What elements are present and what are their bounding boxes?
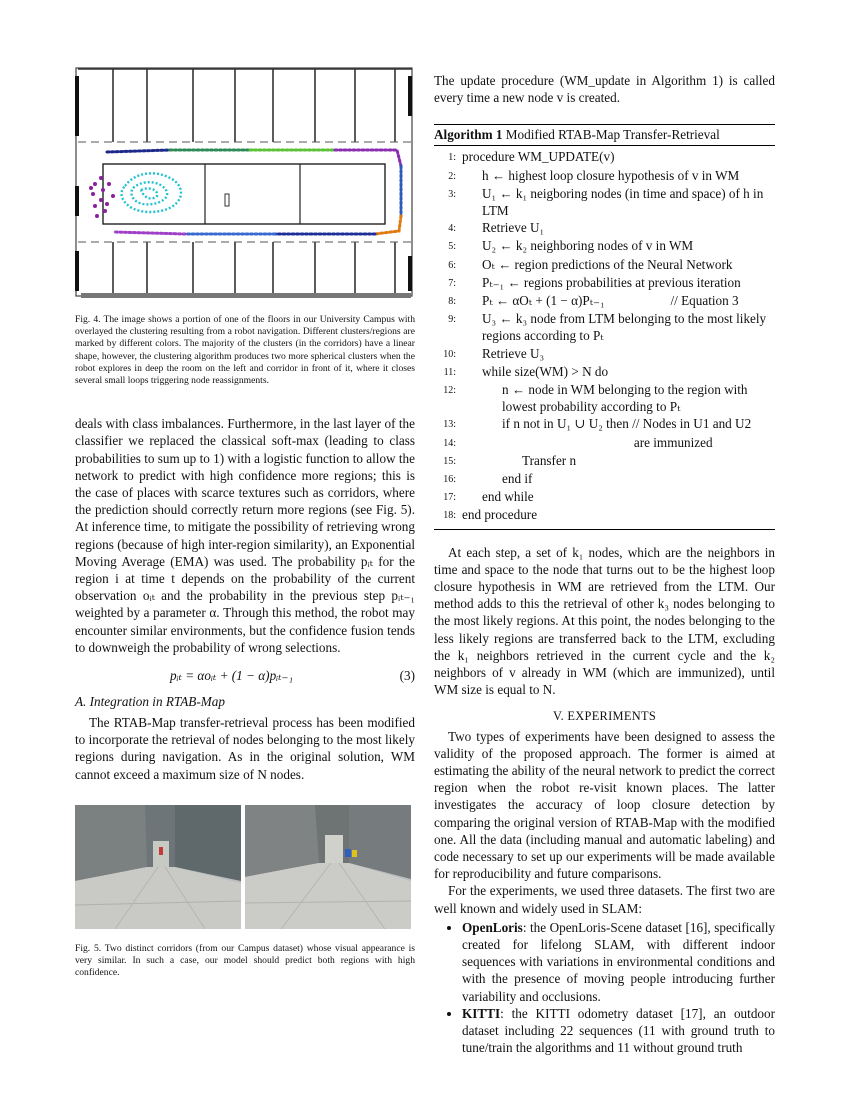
algorithm-line [434, 292, 775, 310]
algorithm-line-number: 12: [443, 385, 456, 397]
algorithm-line-number: 14: [443, 437, 456, 449]
algorithm-line-number: 5: [448, 241, 456, 253]
right-paragraph-1: At each step, a set of k₁ nodes, which are the neighbors in time and space to the node that turns out to be the highest loop closure hypothesis in WM are retrieved from the LTM. Our method adds to this the retrieval of other k₃ nodes belonging to the most likely regions. At this point, the nodes belonging to the less likely regions are transferred back to the LTM, excluding the k₁ neighbors retrieved in the current cycle and the k₂ neighbors of v already in WM (which are immunized), until WM size is equal to N. [434, 544, 775, 698]
algorithm-line-number: 6: [448, 259, 456, 271]
algorithm-line [434, 185, 775, 219]
algorithm-line [434, 381, 775, 415]
algorithm-line-number: 18: [443, 510, 456, 522]
fig4-floor-map [75, 66, 415, 302]
algorithm-line [434, 219, 775, 237]
algorithm-line-text: Retrieve U₃ [482, 345, 545, 361]
algorithm-line [434, 506, 775, 524]
equation-number: (3) [399, 668, 415, 684]
algorithm-line [434, 148, 775, 166]
algorithm-line-text: U₂ ← k₂ neighboring nodes of v in WM [482, 238, 694, 254]
algorithm-line-number: 4: [448, 223, 456, 235]
equation-3 [75, 668, 415, 688]
algorithm-line-text: Pₜ ← αOₜ + (1 − α)Pₜ₋₁ // Equation 3 [482, 293, 739, 309]
algorithm-line [434, 274, 775, 292]
algorithm-line-text: end if [502, 471, 533, 487]
algorithm-line-text: are immunized [502, 434, 713, 450]
algorithm-line [434, 256, 775, 274]
left-paragraph-2: The RTAB-Map transfer-retrieval process has been modified to incorporate the retrieval of nodes belonging to the most likely regions during navigation. As in the original solution, WM cannot exceed a maximum size of N nodes. [75, 715, 415, 782]
right-column [434, 72, 775, 1056]
algorithm-line-text: Oₜ ← region predictions of the Neural Network [482, 256, 733, 272]
algorithm-line-text: while size(WM) > N do [482, 363, 609, 379]
algorithm-line-text: U₁ ← k₁ neigboring nodes (in time and space) of h in LTM [482, 185, 767, 219]
fig5-images [75, 805, 415, 929]
algorithm-line [434, 310, 775, 344]
algorithm-line-text: Retrieve U₁ [482, 220, 545, 236]
subsection-heading: A. Integration in RTAB-Map [75, 694, 225, 710]
right-paragraph-3: For the experiments, we used three datasets. The first two are well known and widely used in SLAM: [434, 883, 775, 916]
dataset-description: : the OpenLoris-Scene dataset [16], specifically created for lifelong SLAM, with different indoor sequences with variations in environmental conditions and with the presence of moving people introducing further variability and occlusions. [462, 919, 775, 1004]
fig5-corridor-image-left [75, 805, 241, 929]
algorithm-title [434, 125, 775, 146]
algorithm-line-number: 3: [448, 188, 456, 200]
algorithm-line-number: 16: [443, 474, 456, 486]
algorithm-line [434, 363, 775, 381]
dataset-name: OpenLoris [462, 919, 523, 935]
algorithm-label: Algorithm 1 [434, 127, 503, 143]
algorithm-line-text: U₃ ← k₃ node from LTM belonging to the most likely regions according to Pₜ [482, 311, 770, 344]
algorithm-line [434, 167, 775, 185]
algorithm-line [434, 470, 775, 488]
dataset-list-item [462, 1005, 775, 1057]
algorithm-line [434, 237, 775, 255]
algorithm-line [434, 434, 775, 452]
algorithm-line-number: 9: [448, 314, 456, 326]
algorithm-name: Modified RTAB-Map Transfer-Retrieval [505, 127, 720, 143]
algorithm-line-text: Transfer n [522, 452, 577, 468]
algorithm-line [434, 452, 775, 470]
algorithm-line-number: 15: [443, 455, 456, 467]
dataset-name: KITTI [462, 1005, 501, 1021]
algorithm-line-number: 7: [448, 277, 456, 289]
dataset-list [434, 919, 775, 1057]
algorithm-line-text: end while [482, 489, 534, 505]
algorithm-line [434, 345, 775, 363]
algorithm-line [434, 488, 775, 506]
algorithm-line-text: h ← highest loop closure hypothesis of v in WM [482, 167, 740, 183]
fig4-caption: Fig. 4. The image shows a portion of one of the floors in our University Campus with overlayed the clustering resulting from a robot navigation. Different clusters/regions are marked by different colors. The majority of the clusters (in the corridors) have a linear shape, however, the clustering algorithm produces two more spherical clusters when the robot explores in deep the room on the left and corridor in front of it, where it closes several small loops triggering node reassignments. [75, 314, 415, 387]
algorithm-line-text: end procedure [462, 507, 538, 523]
algorithm-lines [434, 146, 775, 528]
algorithm-box [434, 124, 775, 529]
algorithm-line-number: 2: [448, 170, 456, 182]
equation-body: pᵢₜ = αoᵢₜ + (1 − α)pᵢₜ₋₁ [170, 668, 294, 684]
algorithm-line [434, 415, 775, 433]
algorithm-line-number: 1: [448, 152, 456, 164]
right-intro: The update procedure (WM_update in Algorithm 1) is called every time a new node v is created. [434, 73, 775, 106]
algorithm-line-number: 8: [448, 296, 456, 308]
section-heading: V. EXPERIMENTS [552, 708, 657, 723]
left-paragraph-1: deals with class imbalances. Furthermore, in the last layer of the classifier we replaced the classical soft-max (leading to class probabilities to sum up to 1) with a logistic function to allow the network to predict with high confidence more regions; this is the case of places with scarce textures such as corridors, where the prediction should correctly return more regions (see Fig. 5). At inference time, to mitigate the possibility of retrieving wrong regions (because of high inter-region similarity), an Exponential Moving Average (EMA) was used. The probability pᵢₜ for the region i at time t depends on the probability of the current observation oᵢₜ and the probability in the previous step pᵢₜ₋₁ weighted by a parameter α. Through this method, the robot may encounter similar environments, but the confidence fusion tends to downweigh the probability of wrong selections. [75, 416, 415, 655]
right-paragraph-2: Two types of experiments have been designed to assess the validity of the proposed approach. The former is aimed at estimating the ability of the neural network to predict the correct region when the robot re-visit known places. The latter investigates the accuracy of loop closure detection by comparing the original version of RTAB-Map with the modified one. All the data (including manual and automatic labeling) and code necessary to set up our experiments will be made available for reproducibility and future comparisons. [434, 728, 775, 882]
algorithm-line-text: if n not in U₁ ∪ U₂ then // Nodes in U1 and U2 [502, 416, 752, 432]
algorithm-line-number: 10: [443, 348, 456, 360]
dataset-list-item [462, 919, 775, 1005]
algorithm-line-text: Pₜ₋₁ ← regions probabilities at previous iteration [482, 274, 741, 290]
left-column [75, 66, 415, 979]
algorithm-line-text: procedure WM_UPDATE(v) [462, 149, 615, 165]
fig5-corridor-image-right [245, 805, 411, 929]
dataset-description: : the KITTI odometry dataset [17], an outdoor dataset including 22 sequences (11 with ground truth to tune/train the algorithms and 11 without ground truth [462, 1005, 775, 1056]
fig5-caption: Fig. 5. Two distinct corridors (from our Campus dataset) whose visual appearance is very similar. In such a case, our model should predict both regions with high confidence. [75, 942, 415, 979]
algorithm-line-number: 13: [443, 419, 456, 431]
algorithm-line-number: 17: [443, 492, 456, 504]
algorithm-line-number: 11: [443, 366, 456, 378]
algorithm-line-text: n ← node in WM belonging to the region with lowest probability according to Pₜ [502, 382, 751, 415]
